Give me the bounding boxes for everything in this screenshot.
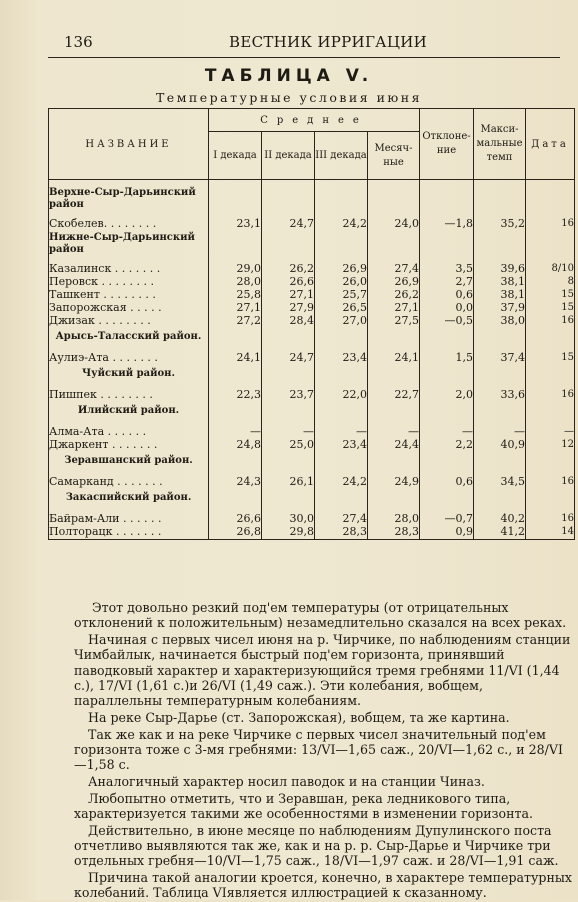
cell-d3: 26,5	[315, 302, 368, 315]
cell-d1: 27,1	[209, 302, 262, 315]
region-name: Нижне-Сыр-Дарьинский район	[49, 231, 209, 257]
cell-max	[474, 328, 526, 346]
cell-max	[474, 402, 526, 420]
cell-dev: —	[420, 426, 474, 439]
cell-m	[368, 452, 420, 470]
cell-dev	[420, 328, 474, 346]
column-header-monthly: Месяч-ные	[368, 132, 420, 180]
cell-d2: 23,7	[262, 389, 315, 402]
cell-date: 16	[526, 218, 575, 231]
cell-d3: 27,0	[315, 315, 368, 328]
cell-d1: 29,0	[209, 263, 262, 276]
paragraph: Начиная с первых чисел июня на р. Чирчике, по наблюдениям станции Чимбайлык, начинается быстрый под'ем горизонта, принявший паводковый характер и характеризующийся тремя гребнями 11/VI (1,44 с.), 17/VI (1,61 с.)и 26/VI (1,49 саж.). Эти колебания, вобщем, параллельны температурным колебаниям.	[74, 631, 571, 709]
cell-max: 35,2	[474, 218, 526, 231]
cell-dev	[420, 365, 474, 383]
cell-dev: 2,7	[420, 276, 474, 289]
cell-max	[474, 186, 526, 212]
page-number: 136	[64, 33, 93, 51]
cell-date	[526, 402, 575, 420]
cell-dev: 1,5	[420, 352, 474, 365]
table-row	[49, 263, 575, 276]
cell-d1: 26,6	[209, 513, 262, 526]
cell-d3	[315, 402, 368, 420]
table-row	[49, 513, 575, 526]
table-row	[49, 439, 575, 452]
station-name: Джизак . . . . . . . .	[49, 315, 209, 328]
table-row	[49, 315, 575, 328]
region-name: Арысь-Таласский район.	[49, 328, 209, 346]
cell-m	[368, 402, 420, 420]
column-header-deviation: Отклоне-ние	[420, 109, 474, 180]
cell-d1: 28,0	[209, 276, 262, 289]
table-region-row	[49, 186, 575, 212]
table-row	[49, 526, 575, 540]
cell-date: 8	[526, 276, 575, 289]
cell-dev	[420, 186, 474, 212]
region-name: Верхне-Сыр-Дарьинский район	[49, 186, 209, 212]
cell-d2: 27,1	[262, 289, 315, 302]
cell-max: 33,6	[474, 389, 526, 402]
cell-dev: 0,9	[420, 526, 474, 540]
column-header-date: Дата	[526, 109, 575, 180]
cell-date	[526, 231, 575, 257]
cell-date	[526, 489, 575, 507]
table-body	[49, 180, 575, 540]
cell-m	[368, 328, 420, 346]
cell-date: 12	[526, 439, 575, 452]
cell-d2: —	[262, 426, 315, 439]
cell-d3	[315, 231, 368, 257]
cell-dev	[420, 489, 474, 507]
cell-d2: 24,7	[262, 352, 315, 365]
cell-max: 37,9	[474, 302, 526, 315]
table-row	[49, 426, 575, 439]
cell-date: 15	[526, 352, 575, 365]
cell-m	[368, 231, 420, 257]
cell-dev: 0,6	[420, 476, 474, 489]
table-row	[49, 302, 575, 315]
cell-d3: 26,0	[315, 276, 368, 289]
cell-d3: 27,4	[315, 513, 368, 526]
table-title: ТАБЛИЦА V.	[204, 66, 374, 86]
table-region-row	[49, 452, 575, 470]
cell-d2: 27,9	[262, 302, 315, 315]
cell-dev	[420, 231, 474, 257]
cell-date: 16	[526, 476, 575, 489]
cell-d3: 24,2	[315, 476, 368, 489]
cell-dev: 3,5	[420, 263, 474, 276]
table-row	[49, 218, 575, 231]
page-header	[64, 33, 556, 53]
cell-dev: —0,5	[420, 315, 474, 328]
column-header-name: НАЗВАНИЕ	[49, 109, 209, 180]
cell-d3: —	[315, 426, 368, 439]
cell-d1: 26,8	[209, 526, 262, 540]
cell-dev: 0,0	[420, 302, 474, 315]
column-header-decade-2: II декада	[262, 132, 315, 180]
region-name: Зеравшанский район.	[49, 452, 209, 470]
cell-max: 38,1	[474, 289, 526, 302]
cell-d1: 23,1	[209, 218, 262, 231]
column-header-decade-1: I декада	[209, 132, 262, 180]
cell-d1: 24,1	[209, 352, 262, 365]
cell-date: 8/10	[526, 263, 575, 276]
paragraph: На реке Сыр-Дарье (ст. Запорожская), вобщем, та же картина.	[88, 709, 510, 725]
cell-max	[474, 365, 526, 383]
cell-m	[368, 186, 420, 212]
cell-m	[368, 489, 420, 507]
cell-d1	[209, 452, 262, 470]
cell-d1: —	[209, 426, 262, 439]
cell-m: 27,1	[368, 302, 420, 315]
cell-max: 34,5	[474, 476, 526, 489]
cell-dev: 0,6	[420, 289, 474, 302]
cell-d2	[262, 186, 315, 212]
cell-date	[526, 328, 575, 346]
cell-d3	[315, 365, 368, 383]
journal-title: ВЕСТНИК ИРРИГАЦИИ	[229, 33, 427, 51]
cell-date: 15	[526, 289, 575, 302]
cell-max: 40,2	[474, 513, 526, 526]
cell-d3	[315, 186, 368, 212]
cell-d3	[315, 489, 368, 507]
cell-dev: —0,7	[420, 513, 474, 526]
cell-date	[526, 452, 575, 470]
cell-max: 37,4	[474, 352, 526, 365]
cell-m: 24,4	[368, 439, 420, 452]
table-subtitle: Температурные условия июня	[155, 90, 423, 105]
cell-d1: 27,2	[209, 315, 262, 328]
cell-m: 27,5	[368, 315, 420, 328]
table-region-row	[49, 402, 575, 420]
cell-d2: 29,8	[262, 526, 315, 540]
cell-d1: 24,8	[209, 439, 262, 452]
cell-d2	[262, 328, 315, 346]
cell-date	[526, 365, 575, 383]
cell-dev: —1,8	[420, 218, 474, 231]
station-name: Запорожская . . . . .	[49, 302, 209, 315]
station-name: Пишпек . . . . . . . .	[49, 389, 209, 402]
paragraph: Аналогичный характер носил паводок и на станции Чиназ.	[88, 773, 485, 789]
cell-d2	[262, 402, 315, 420]
column-header-max-temp: Макси-мальные темп	[474, 109, 526, 180]
cell-d3: 22,0	[315, 389, 368, 402]
paragraph: Так же как и на реке Чирчике с первых чисел значительный под'ем горизонта тоже с 3-мя гребнями: 13/VI—1,65 саж., 20/VI—1,62 с., и 28/VI—1,58 с.	[74, 726, 563, 773]
station-name: Полторацк . . . . . . .	[49, 526, 209, 540]
cell-d2	[262, 365, 315, 383]
table-region-row	[49, 489, 575, 507]
cell-d1	[209, 231, 262, 257]
cell-dev	[420, 452, 474, 470]
cell-m: 28,0	[368, 513, 420, 526]
cell-dev: 2,2	[420, 439, 474, 452]
body-text	[74, 600, 572, 902]
cell-d2: 25,0	[262, 439, 315, 452]
temperature-table	[48, 108, 575, 540]
cell-max: —	[474, 426, 526, 439]
cell-date: 14	[526, 526, 575, 540]
cell-m: 26,9	[368, 276, 420, 289]
cell-m: 24,9	[368, 476, 420, 489]
cell-date: 16	[526, 389, 575, 402]
region-name: Илийский район.	[49, 402, 209, 420]
cell-date: —	[526, 426, 575, 439]
station-name: Байрам-Али . . . . . .	[49, 513, 209, 526]
station-name: Джаркент . . . . . . .	[49, 439, 209, 452]
table-row	[49, 352, 575, 365]
cell-max: 39,6	[474, 263, 526, 276]
cell-m: 24,1	[368, 352, 420, 365]
cell-d3: 25,7	[315, 289, 368, 302]
cell-d3: 23,4	[315, 352, 368, 365]
station-name: Казалинск . . . . . . .	[49, 263, 209, 276]
table-region-row	[49, 328, 575, 346]
paragraph: Любопытно отметить, что и Зеравшан, река ледникового типа, характеризуется такими же особенностями в изменении горизонта.	[74, 790, 533, 821]
cell-d2	[262, 231, 315, 257]
cell-d2: 26,6	[262, 276, 315, 289]
paragraph: Этот довольно резкий под'ем температуры (от отрицательных отклонений к положительным) незамедлительно сказался на всех реках.	[74, 600, 567, 631]
cell-m	[368, 365, 420, 383]
table-row	[49, 389, 575, 402]
cell-date	[526, 186, 575, 212]
cell-d1	[209, 186, 262, 212]
cell-d1	[209, 402, 262, 420]
cell-d2	[262, 452, 315, 470]
cell-m: 28,3	[368, 526, 420, 540]
cell-m: 26,2	[368, 289, 420, 302]
station-name: Самарканд . . . . . . .	[49, 476, 209, 489]
cell-d1: 22,3	[209, 389, 262, 402]
station-name: Аулиэ-Ата . . . . . . .	[49, 352, 209, 365]
cell-d3	[315, 452, 368, 470]
cell-max	[474, 452, 526, 470]
cell-d3	[315, 328, 368, 346]
paragraph: Действительно, в июне месяце по наблюдениям Дупулинского поста отчетливо выявляются так же, как и на р. р. Сыр-Дарье и Чирчике три отдельных гребня—10/VI—1,75 саж., 18/VI—1,97 саж. и 28/VI—1,91 саж.	[74, 822, 559, 869]
table-row	[49, 289, 575, 302]
cell-d3: 26,9	[315, 263, 368, 276]
cell-date: 16	[526, 513, 575, 526]
station-name: Ташкент . . . . . . . .	[49, 289, 209, 302]
cell-dev: 2,0	[420, 389, 474, 402]
station-name: Скобелев. . . . . . . .	[49, 218, 209, 231]
table-region-row	[49, 365, 575, 383]
paragraph: Причина такой аналогии кроется, конечно, в характере температурных колебаний. Таблица VIявляется иллюстрацией к сказанному.	[74, 869, 572, 901]
column-header-average: Среднее	[209, 109, 420, 132]
cell-m: —	[368, 426, 420, 439]
column-header-decade-3: III декада	[315, 132, 368, 180]
cell-max: 38,1	[474, 276, 526, 289]
region-name: Закаспийский район.	[49, 489, 209, 507]
cell-max: 40,9	[474, 439, 526, 452]
cell-d1	[209, 365, 262, 383]
table-row	[49, 476, 575, 489]
cell-max	[474, 489, 526, 507]
cell-d1	[209, 489, 262, 507]
cell-d2: 24,7	[262, 218, 315, 231]
cell-d3: 23,4	[315, 439, 368, 452]
header-rule	[48, 57, 560, 58]
cell-m: 24,0	[368, 218, 420, 231]
cell-d3: 24,2	[315, 218, 368, 231]
table-region-row	[49, 231, 575, 257]
station-name: Перовск . . . . . . . .	[49, 276, 209, 289]
cell-date: 16	[526, 315, 575, 328]
cell-d1	[209, 328, 262, 346]
station-name: Алма-Ата . . . . . .	[49, 426, 209, 439]
table-row	[49, 276, 575, 289]
cell-d2: 28,4	[262, 315, 315, 328]
cell-d1: 25,8	[209, 289, 262, 302]
cell-d1: 24,3	[209, 476, 262, 489]
cell-max: 41,2	[474, 526, 526, 540]
region-name: Чуйский район.	[49, 365, 209, 383]
cell-m: 27,4	[368, 263, 420, 276]
cell-date: 15	[526, 302, 575, 315]
cell-max: 38,0	[474, 315, 526, 328]
cell-d2: 30,0	[262, 513, 315, 526]
cell-d2: 26,2	[262, 263, 315, 276]
cell-d3: 28,3	[315, 526, 368, 540]
cell-m: 22,7	[368, 389, 420, 402]
cell-d2	[262, 489, 315, 507]
cell-dev	[420, 402, 474, 420]
cell-max	[474, 231, 526, 257]
cell-d2: 26,1	[262, 476, 315, 489]
